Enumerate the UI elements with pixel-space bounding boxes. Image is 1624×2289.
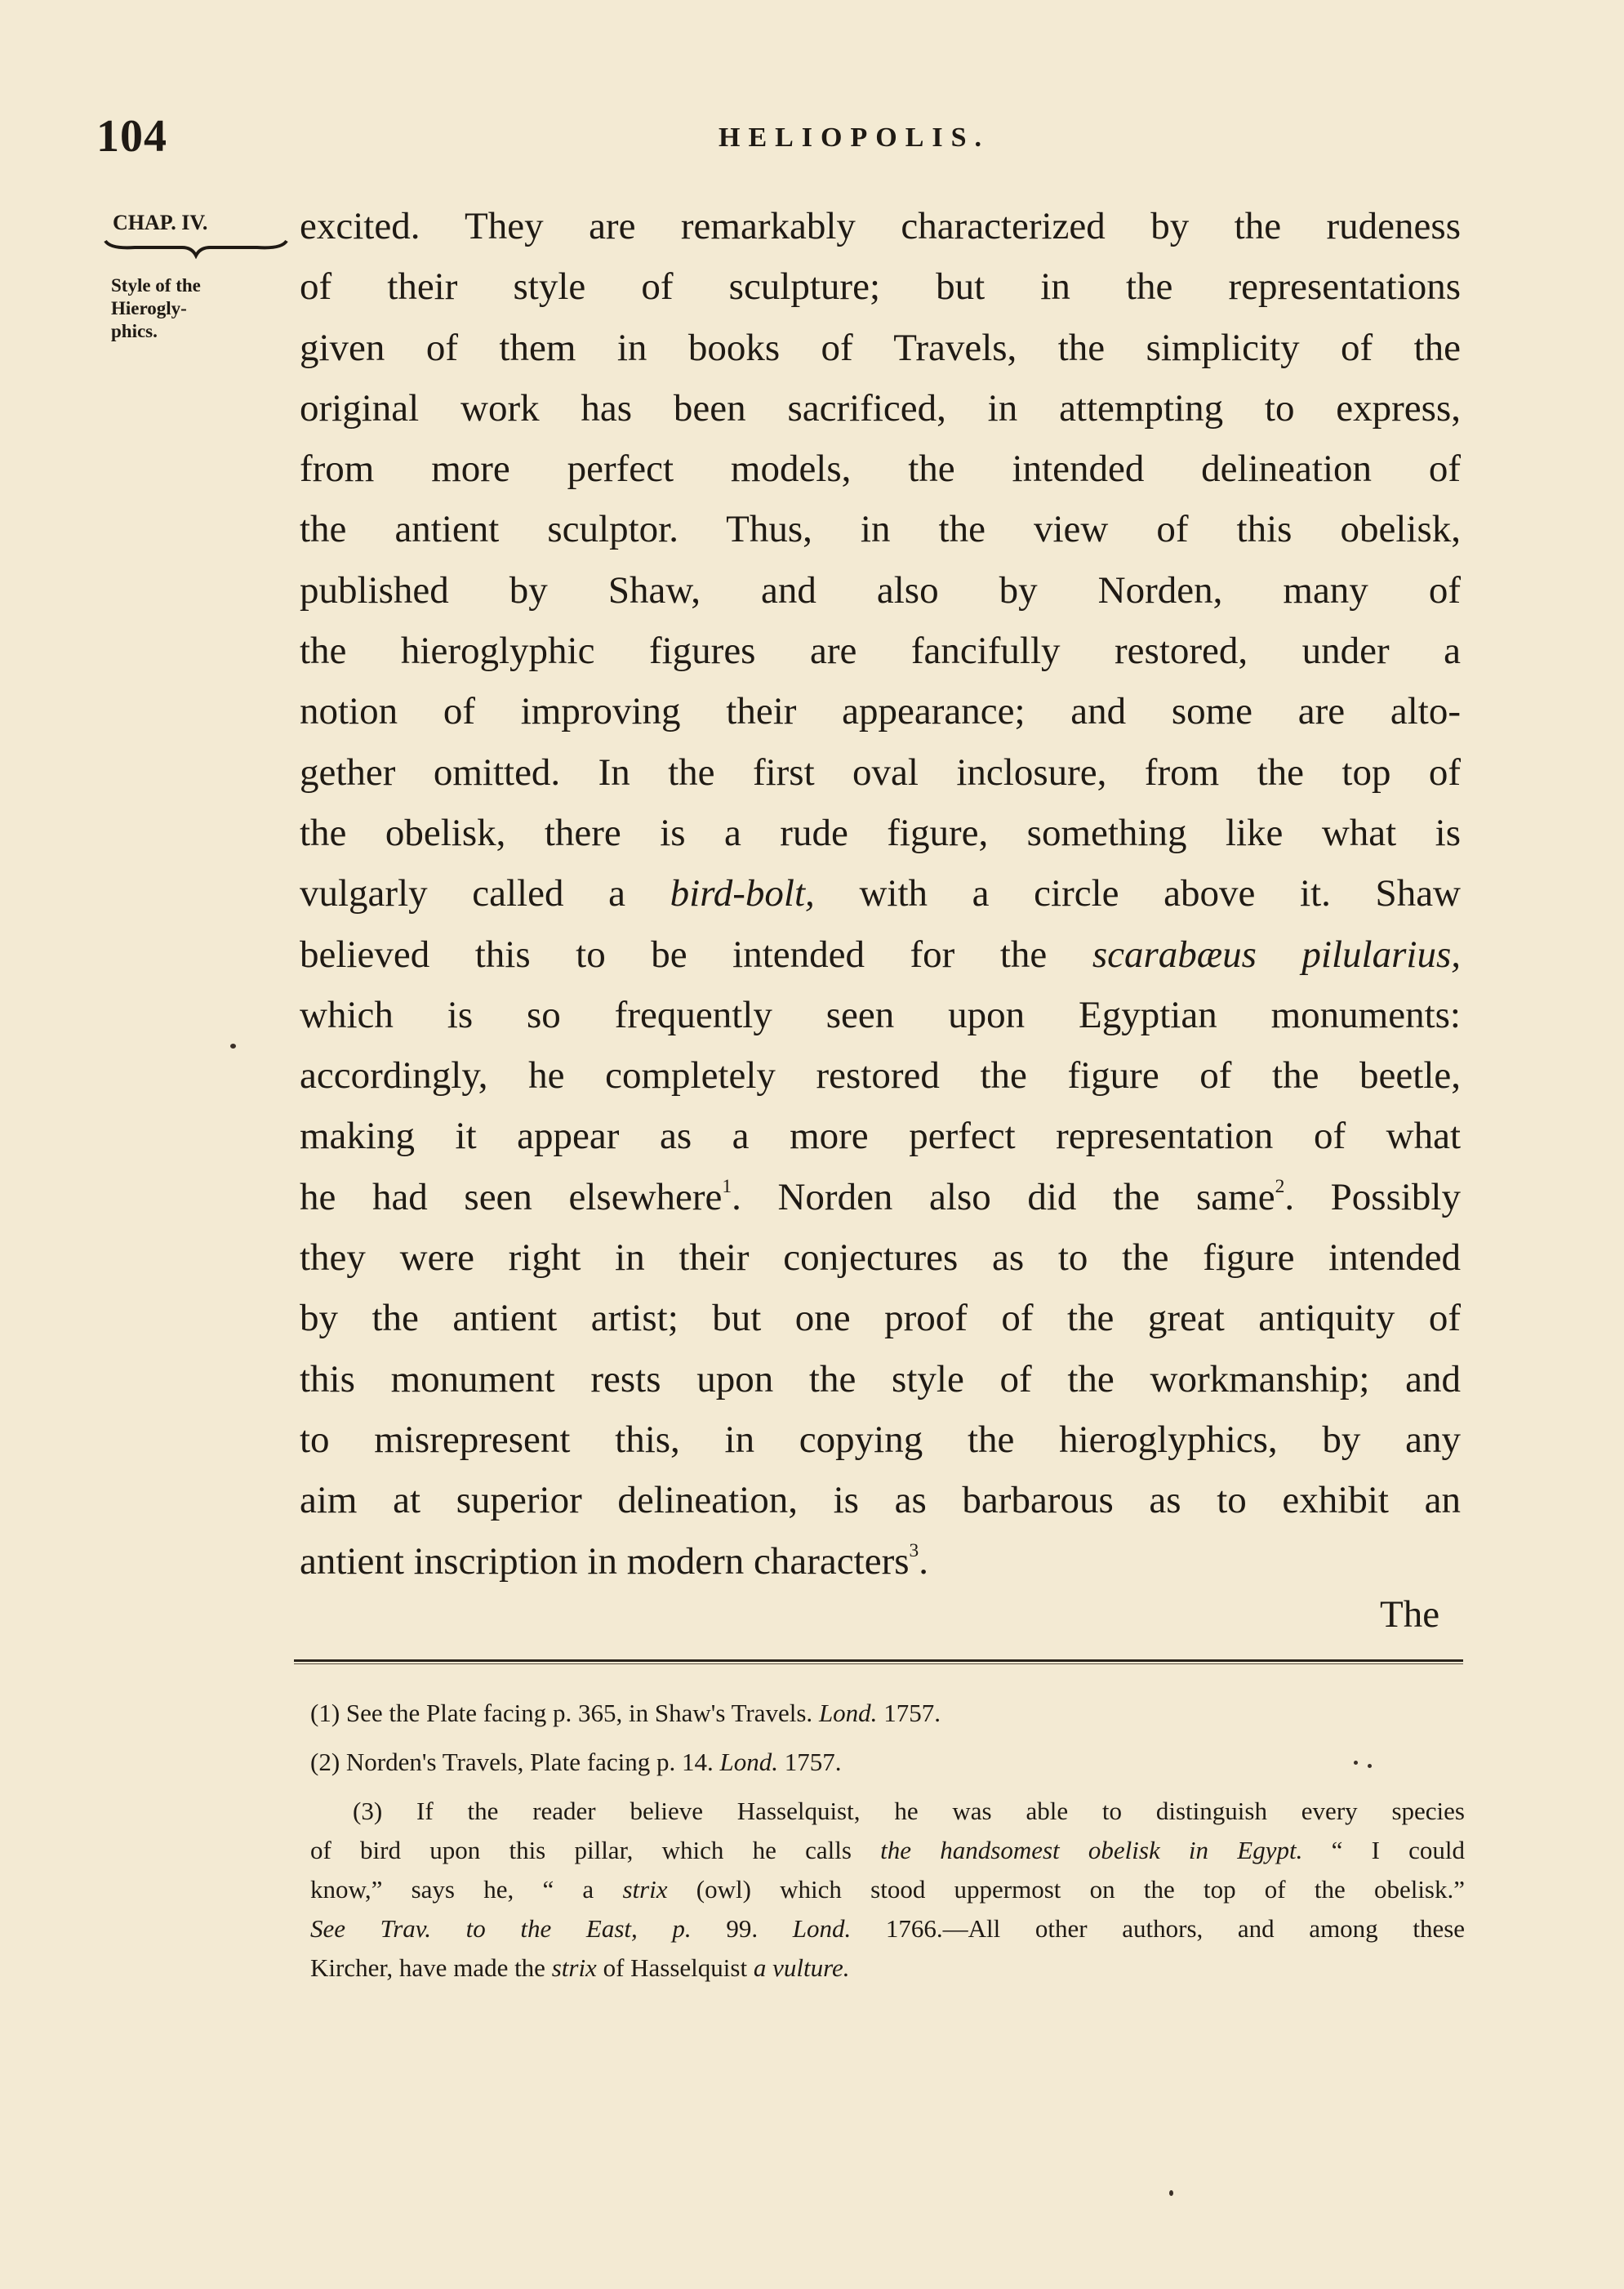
body-line: of their style of sculpture; but in the representations [300, 265, 1461, 309]
marginal-note [111, 274, 266, 343]
marginal-note-line: Style of the [111, 275, 201, 296]
brace-ornament [102, 238, 290, 259]
body-line: believed this to be intended for the scarabæus pilularius, [300, 933, 1461, 976]
running-title: HELIOPOLIS. [719, 122, 990, 153]
footnote-ref: 1 [722, 1175, 732, 1197]
body-line: the antient sculptor. Thus, in the view of this obelisk, [300, 508, 1461, 551]
body-line: published by Shaw, and also by Norden, many of [300, 568, 1461, 612]
body-line: aim at superior delineation, is as barbarous as to exhibit an [300, 1479, 1461, 1522]
body-line: they were right in their conjectures as to the figure intended [300, 1236, 1461, 1280]
paper-speck [1354, 1761, 1358, 1765]
footnote-ref: 2 [1275, 1175, 1285, 1197]
body-text [300, 196, 1461, 1592]
body-line: given of them in books of Travels, the simplicity of the [300, 326, 1461, 369]
italic-term: bird-bolt, [670, 872, 815, 915]
footnote-3: (3) If the reader believe Hasselquist, he was able to distinguish every species of bird upon this pillar, which he calls the handsomest obelisk in Egypt. “ I could know,” says he, “ a strix (owl) which stood uppermost on the top of the obelisk.” See Trav. to the East, p. 99. Lond. 1766.—All other authors, and among these Kircher, have made the strix of Hasselquist a vulture. [310, 1797, 1466, 1982]
body-line: gether omitted. In the first oval inclosure, from the top of [300, 750, 1461, 794]
marginal-note-line: Hierogly- [111, 298, 187, 318]
body-line: this monument rests upon the style of the workmanship; and [300, 1357, 1461, 1401]
footnote-ref: 3 [909, 1539, 919, 1561]
body-line: by the antient artist; but one proof of the great antiquity of [300, 1297, 1461, 1340]
body-line: which is so frequently seen upon Egyptian monuments: [300, 993, 1461, 1036]
body-line: antient inscription in modern characters$^3$. [300, 1539, 929, 1583]
paper-speck [230, 1044, 236, 1049]
body-line: original work has been sacrificed, in attempting to express, [300, 386, 1461, 430]
body-line: the obelisk, there is a rude figure, something like what is [300, 811, 1461, 854]
body-line: he had seen elsewhere$^1$. Norden also did the same$^2$. Possibly [300, 1175, 1461, 1218]
body-line: accordingly, he completely restored the figure of the beetle, [300, 1054, 1461, 1098]
marginal-note-line: phics. [111, 321, 158, 341]
italic-term: scarabæus pilularius, [1092, 933, 1461, 976]
body-line: excited. They are remarkably characterized by the rudeness [300, 205, 1461, 247]
footnote-rule [294, 1659, 1463, 1662]
page-number: 104 [96, 111, 167, 162]
body-line: to misrepresent this, in copying the hieroglyphics, by any [300, 1418, 1461, 1461]
body-line: the hieroglyphic figures are fancifully restored, under a [300, 630, 1461, 673]
body-line: notion of improving their appearance; and some are alto- [300, 690, 1461, 733]
footnotes [310, 1694, 1465, 1988]
footnote-rule-thin [294, 1663, 1463, 1664]
footnote-1: (1) See the Plate facing p. 365, in Shaw's Travels. Lond. 1757. [310, 1699, 941, 1727]
body-line: from more perfect models, the intended delineation of [300, 448, 1461, 491]
footnote-2: (2) Norden's Travels, Plate facing p. 14. Lond. 1757. [310, 1748, 842, 1776]
body-line: making it appear as a more perfect representation of what [300, 1115, 1461, 1158]
chapter-marker: CHAP. IV. [113, 211, 208, 234]
body-line: vulgarly called a bird-bolt, with a circle above it. Shaw [300, 872, 1461, 915]
paper-speck [1368, 1764, 1372, 1768]
catchword: The [1380, 1593, 1440, 1636]
paper-speck [1169, 2190, 1173, 2196]
